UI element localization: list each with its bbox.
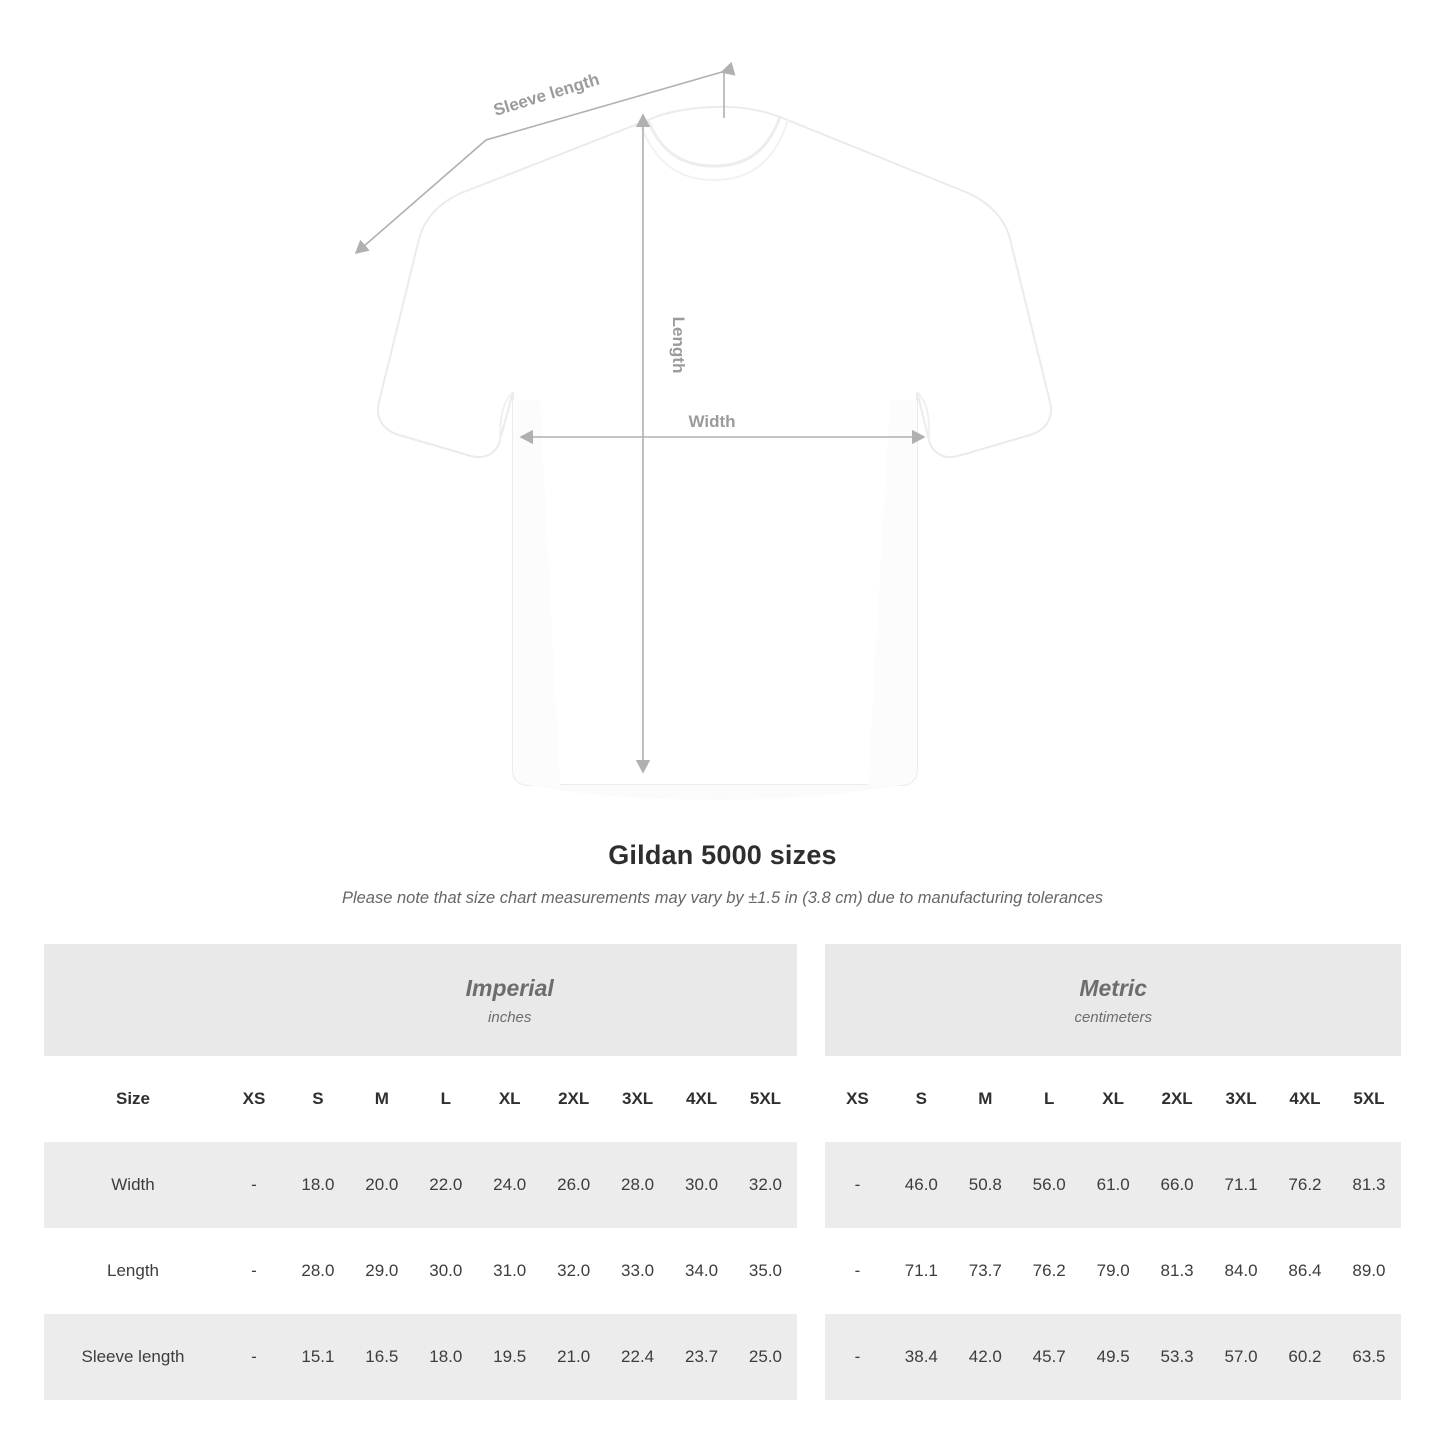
length-met-5: 81.3 — [1145, 1228, 1209, 1314]
imperial-sub: inches — [488, 1008, 532, 1026]
width-imp-2: 20.0 — [350, 1142, 414, 1228]
tolerance-note: Please note that size chart measurements may vary by ±1.5 in (3.8 cm) due to manufacturing tolerances — [341, 889, 1104, 907]
unit-header-gap — [797, 944, 825, 1056]
table-row — [44, 1314, 1401, 1400]
sleeve-imp-0: - — [222, 1314, 286, 1400]
sleeve-met-8: 63.5 — [1337, 1314, 1401, 1400]
sleeve-met-1: 38.4 — [889, 1314, 953, 1400]
width-met-2: 50.8 — [953, 1142, 1017, 1228]
length-imp-1: 28.0 — [286, 1228, 350, 1314]
sleeve-met-4: 49.5 — [1081, 1314, 1145, 1400]
length-met-3: 76.2 — [1017, 1228, 1081, 1314]
length-met-0: - — [825, 1228, 889, 1314]
width-met-1: 46.0 — [889, 1142, 953, 1228]
size-imp-5: 2XL — [542, 1056, 606, 1142]
sleeve-imp-4: 19.5 — [478, 1314, 542, 1400]
length-met-4: 79.0 — [1081, 1228, 1145, 1314]
sleeve-imp-6: 22.4 — [606, 1314, 670, 1400]
length-imp-4: 31.0 — [478, 1228, 542, 1314]
width-imp-5: 26.0 — [542, 1142, 606, 1228]
size-imp-1: S — [286, 1056, 350, 1142]
tshirt-shape — [378, 107, 1051, 800]
width-label: Width — [688, 412, 736, 431]
length-imp-0: - — [222, 1228, 286, 1314]
sleeve-met-5: 53.3 — [1145, 1314, 1209, 1400]
sleeve-met-7: 60.2 — [1273, 1314, 1337, 1400]
size-met-0: XS — [825, 1056, 889, 1142]
size-table-container — [0, 944, 1445, 1400]
length-met-2: 73.7 — [953, 1228, 1017, 1314]
width-imp-4: 24.0 — [478, 1142, 542, 1228]
width-row-gap — [797, 1142, 825, 1228]
length-row-gap — [797, 1228, 825, 1314]
table-row — [44, 1228, 1401, 1314]
width-imp-6: 28.0 — [606, 1142, 670, 1228]
sleeve-imp-7: 23.7 — [670, 1314, 734, 1400]
size-imp-7: 4XL — [670, 1056, 734, 1142]
width-met-7: 76.2 — [1273, 1142, 1337, 1228]
sleeve-met-6: 57.0 — [1209, 1314, 1273, 1400]
size-imp-3: L — [414, 1056, 478, 1142]
length-met-6: 84.0 — [1209, 1228, 1273, 1314]
width-met-3: 56.0 — [1017, 1142, 1081, 1228]
sleeve-row-gap — [797, 1314, 825, 1400]
width-imp-7: 30.0 — [670, 1142, 734, 1228]
size-met-3: L — [1017, 1056, 1081, 1142]
size-met-6: 3XL — [1209, 1056, 1273, 1142]
length-imp-8: 35.0 — [734, 1228, 798, 1314]
width-imp-1: 18.0 — [286, 1142, 350, 1228]
size-met-8: 5XL — [1337, 1056, 1401, 1142]
imperial-header — [222, 944, 797, 1056]
width-met-4: 61.0 — [1081, 1142, 1145, 1228]
length-imp-2: 29.0 — [350, 1228, 414, 1314]
width-met-0: - — [825, 1142, 889, 1228]
size-table — [44, 944, 1401, 1400]
width-imp-3: 22.0 — [414, 1142, 478, 1228]
width-met-5: 66.0 — [1145, 1142, 1209, 1228]
length-label: Length — [669, 316, 688, 374]
size-row-label: Size — [44, 1056, 222, 1142]
sleeve-met-0: - — [825, 1314, 889, 1400]
length-imp-3: 30.0 — [414, 1228, 478, 1314]
size-met-1: S — [889, 1056, 953, 1142]
sleeve-imp-5: 21.0 — [542, 1314, 606, 1400]
unit-header-row — [44, 944, 1401, 1056]
length-imp-7: 34.0 — [670, 1228, 734, 1314]
size-imp-4: XL — [478, 1056, 542, 1142]
row-label-sleeve-length: Sleeve length — [44, 1314, 222, 1400]
length-met-1: 71.1 — [889, 1228, 953, 1314]
width-met-8: 81.3 — [1337, 1142, 1401, 1228]
metric-header — [825, 944, 1401, 1056]
sleeve-met-3: 45.7 — [1017, 1314, 1081, 1400]
metric-sub: centimeters — [1074, 1008, 1152, 1026]
sleeve-imp-2: 16.5 — [350, 1314, 414, 1400]
size-met-4: XL — [1081, 1056, 1145, 1142]
length-met-8: 89.0 — [1337, 1228, 1401, 1314]
size-met-2: M — [953, 1056, 1017, 1142]
size-imp-6: 3XL — [606, 1056, 670, 1142]
page-title: Gildan 5000 sizes — [608, 840, 837, 870]
length-met-7: 86.4 — [1273, 1228, 1337, 1314]
size-row-gap — [797, 1056, 825, 1142]
size-imp-2: M — [350, 1056, 414, 1142]
sleeve-met-2: 42.0 — [953, 1314, 1017, 1400]
width-met-6: 71.1 — [1209, 1142, 1273, 1228]
width-imp-8: 32.0 — [734, 1142, 798, 1228]
length-imp-6: 33.0 — [606, 1228, 670, 1314]
table-row — [44, 1142, 1401, 1228]
size-row — [44, 1056, 1401, 1142]
metric-name: Metric — [1079, 975, 1148, 1002]
size-met-5: 2XL — [1145, 1056, 1209, 1142]
length-imp-5: 32.0 — [542, 1228, 606, 1314]
width-imp-0: - — [222, 1142, 286, 1228]
sleeve-imp-3: 18.0 — [414, 1314, 478, 1400]
imperial-name: Imperial — [465, 975, 554, 1002]
sleeve-imp-8: 25.0 — [734, 1314, 798, 1400]
size-imp-0: XS — [222, 1056, 286, 1142]
row-label-width: Width — [44, 1142, 222, 1228]
size-imp-8: 5XL — [734, 1056, 798, 1142]
size-met-7: 4XL — [1273, 1056, 1337, 1142]
sleeve-imp-1: 15.1 — [286, 1314, 350, 1400]
unit-header-spacer — [44, 944, 222, 1056]
sleeve-length-label: Sleeve length — [491, 69, 602, 120]
row-label-length: Length — [44, 1228, 222, 1314]
